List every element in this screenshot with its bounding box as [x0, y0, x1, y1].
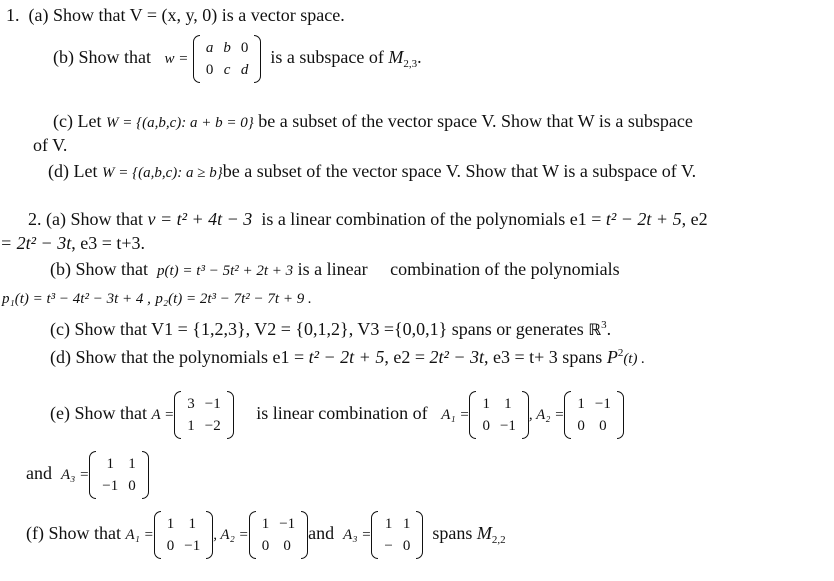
p1-d-line — [48, 160, 696, 184]
matrix-row — [201, 59, 254, 81]
p2-a-cont — [0, 232, 145, 254]
matrix-row — [182, 415, 225, 437]
matrix-right-bracket — [206, 511, 213, 559]
matrix-cell: 1 — [187, 417, 195, 434]
matrix-cell: 0 — [240, 39, 249, 56]
p2-e-A1-matrix — [469, 391, 528, 439]
matrix-row — [477, 415, 520, 437]
p2-f-line — [26, 506, 506, 567]
p2-a-line — [28, 208, 708, 230]
p1-b-space-sub: 2,3 — [403, 58, 418, 70]
matrix-cell: 0 — [205, 61, 214, 78]
matrix-cell: 0 — [482, 417, 490, 434]
matrix-cell: −1 — [499, 417, 516, 434]
matrix-cell: 1 — [106, 455, 114, 472]
p2-d-P: P — [606, 347, 618, 367]
p2-f-A2: , A₂ = — [213, 527, 249, 543]
matrix-cell: −1 — [102, 477, 119, 494]
matrix-cell: −1 — [204, 395, 221, 412]
p2-e-A3-matrix — [89, 451, 148, 499]
matrix-cell: −1 — [594, 395, 611, 412]
p2-a-e2-pre: , e2 — [681, 209, 708, 229]
matrix-cell: 0 — [402, 537, 411, 554]
matrix-row — [162, 513, 205, 535]
p2-f-A3: A₃ = — [343, 527, 372, 543]
matrix-cell: 1 — [384, 515, 393, 532]
matrix-right-bracket — [522, 391, 529, 439]
p2-f-A2-matrix — [249, 511, 308, 559]
p2-b-post: combination of the polynomials — [390, 259, 620, 279]
p1-d-set: W = {(a,b,c): a ≥ b} — [101, 165, 223, 181]
matrix-cell: 1 — [128, 455, 136, 472]
matrix-cell: 0 — [261, 537, 270, 554]
p2-d-P-sup: 2 — [617, 347, 624, 359]
matrix-left-bracket — [249, 511, 256, 559]
p2-a-e1: t² − 2t + 5 — [605, 209, 682, 229]
p2-a-mid: is a linear combination of the polynomials e1 = — [261, 209, 602, 229]
matrix-left-bracket — [174, 391, 181, 439]
p2-d-e2: 2t² − 3t — [429, 347, 485, 367]
p2-f-A1-matrix — [154, 511, 213, 559]
matrix-cell: 0 — [128, 477, 136, 494]
p2-e-A: A = — [151, 407, 175, 423]
p2-e-A2-matrix — [564, 391, 623, 439]
matrix-right-bracket — [227, 391, 234, 439]
matrix-right-bracket — [254, 35, 261, 83]
p1-d-pre: (d) Let — [48, 161, 98, 181]
p2-f-post: spans — [432, 523, 473, 543]
p1-b-var: w = — [164, 51, 189, 67]
p2-b-p: p(t) = t³ − 5t² + 2t + 3 — [157, 263, 294, 279]
p1-c-cont: of V. — [33, 135, 68, 155]
p2-b-pre: (b) Show that — [50, 259, 148, 279]
matrix-entries — [201, 37, 254, 81]
matrix-left-bracket — [469, 391, 476, 439]
matrix-row — [182, 393, 225, 415]
p1-d-post: be a subset of the vector space V. Show that W is a subspace of V. — [222, 161, 697, 181]
matrix-left-bracket — [89, 451, 96, 499]
p2-e-A2: , A₂ = — [528, 407, 565, 423]
matrix-row — [379, 535, 415, 557]
p2-d-P-arg: (t) . — [623, 351, 645, 367]
p2-d-e2-pre: , e2 = — [384, 347, 425, 367]
p2-f-pre: (f) Show that — [26, 523, 121, 543]
p2-c-line — [50, 314, 611, 341]
matrix-cell: 1 — [504, 395, 512, 412]
p1-b-matrix — [193, 35, 262, 83]
matrix-cell: −1 — [279, 515, 296, 532]
matrix-left-bracket — [371, 511, 378, 559]
p1-c-post: be a subset of the vector space V. Show that W is a subspace — [258, 111, 693, 131]
matrix-row — [162, 535, 205, 557]
matrix-cell: 0 — [577, 417, 585, 434]
p1-b-space: M — [388, 47, 404, 67]
p2-e-mid: is linear combination of — [256, 403, 428, 423]
p1-c-line — [53, 110, 693, 134]
matrix-row — [379, 513, 415, 535]
p2-a-pre: 2. (a) Show that — [28, 209, 143, 229]
matrix-row — [257, 535, 300, 557]
matrix-cell: 3 — [187, 395, 195, 412]
p1-a-text: (a) Show that V = (x, y, 0) is a vector space. — [28, 5, 345, 25]
matrix-cell: −1 — [184, 537, 201, 554]
p2-c-end: . — [606, 319, 612, 339]
matrix-cell: b — [223, 39, 231, 56]
matrix-cell: d — [240, 61, 249, 78]
p2-a-v: v = t² + 4t − 3 — [147, 209, 253, 229]
p2-f-A1: A₁ = — [125, 527, 154, 543]
matrix-cell: 1 — [166, 515, 175, 532]
matrix-left-bracket — [193, 35, 200, 83]
matrix-row — [201, 37, 254, 59]
p1-b-line — [53, 30, 422, 91]
p2-c-text: (c) Show that V1 = {1,2,3}, V2 = {0,1,2}, V3 ={0,0,1} spans or generates — [50, 319, 584, 339]
p2-e-line — [50, 386, 624, 442]
matrix-cell: 0 — [283, 537, 291, 554]
matrix-entries — [97, 453, 140, 497]
matrix-right-bracket — [617, 391, 624, 439]
matrix-cell: 1 — [577, 395, 585, 412]
matrix-right-bracket — [301, 511, 308, 559]
matrix-cell: 0 — [166, 537, 175, 554]
matrix-right-bracket — [416, 511, 423, 559]
p2-d-e3: , e3 = t+ 3 spans — [484, 347, 603, 367]
matrix-row — [97, 453, 140, 475]
p1-a-line — [6, 4, 345, 26]
p2-d-line — [50, 342, 645, 370]
p2-b-mid: is a linear — [297, 259, 368, 279]
matrix-cell: a — [205, 39, 214, 56]
p2-a-cont-expr: = 2t² − 3t — [0, 233, 72, 253]
p2-b-p2: p₂(t) = 2t³ − 7t² − 7t + 9 . — [155, 291, 312, 307]
p2-e-A-matrix — [174, 391, 233, 439]
matrix-cell: − — [384, 537, 393, 554]
p2-f-M: M — [476, 523, 492, 543]
p2-e-cont — [26, 446, 149, 502]
matrix-cell: 0 — [599, 417, 607, 434]
p2-e-A3: A₃ = — [61, 467, 90, 483]
matrix-entries — [572, 393, 615, 437]
matrix-cell: −2 — [204, 417, 221, 434]
p2-b-p1: p₁(t) = t³ − 4t² − 3t + 4 , — [2, 291, 151, 307]
matrix-row — [97, 475, 140, 497]
p1-c-set: W = {(a,b,c): a + b = 0} — [105, 115, 254, 131]
p2-d-pre: (d) Show that the polynomials e1 = — [50, 347, 305, 367]
matrix-entries — [162, 513, 205, 557]
p2-c-R: ℝ — [588, 320, 602, 339]
p2-e-pre: (e) Show that — [50, 403, 147, 423]
p2-f-A3-matrix — [371, 511, 423, 559]
p2-f-M-sub: 2,2 — [491, 534, 506, 546]
p1-b-pre: (b) Show that — [53, 47, 151, 67]
matrix-row — [257, 513, 300, 535]
p2-b-line — [50, 258, 620, 282]
p2-d-e1: t² − 2t + 5 — [308, 347, 385, 367]
p2-b-polys — [2, 286, 312, 310]
matrix-row — [477, 393, 520, 415]
matrix-entries — [379, 513, 415, 557]
matrix-cell: 1 — [402, 515, 411, 532]
matrix-row — [572, 393, 615, 415]
matrix-left-bracket — [564, 391, 571, 439]
p1-b-post: is a subspace of — [270, 47, 384, 67]
matrix-cell: 1 — [482, 395, 490, 412]
p1-b-end: . — [417, 47, 422, 67]
matrix-entries — [182, 393, 225, 437]
p1-number: 1. — [6, 5, 20, 25]
matrix-right-bracket — [142, 451, 149, 499]
p2-c-R-sup: 3 — [601, 319, 607, 331]
p2-e-and: and — [26, 463, 52, 483]
matrix-entries — [477, 393, 520, 437]
matrix-left-bracket — [154, 511, 161, 559]
matrix-cell: 1 — [261, 515, 270, 532]
matrix-entries — [257, 513, 300, 557]
matrix-cell: c — [223, 61, 231, 78]
p2-f-and: and — [308, 523, 335, 543]
matrix-row — [572, 415, 615, 437]
matrix-cell: 1 — [188, 515, 196, 532]
p2-a-cont-post: , e3 = t+3. — [71, 233, 145, 253]
p1-c-pre: (c) Let — [53, 111, 102, 131]
p2-e-A1: A₁ = — [441, 407, 470, 423]
